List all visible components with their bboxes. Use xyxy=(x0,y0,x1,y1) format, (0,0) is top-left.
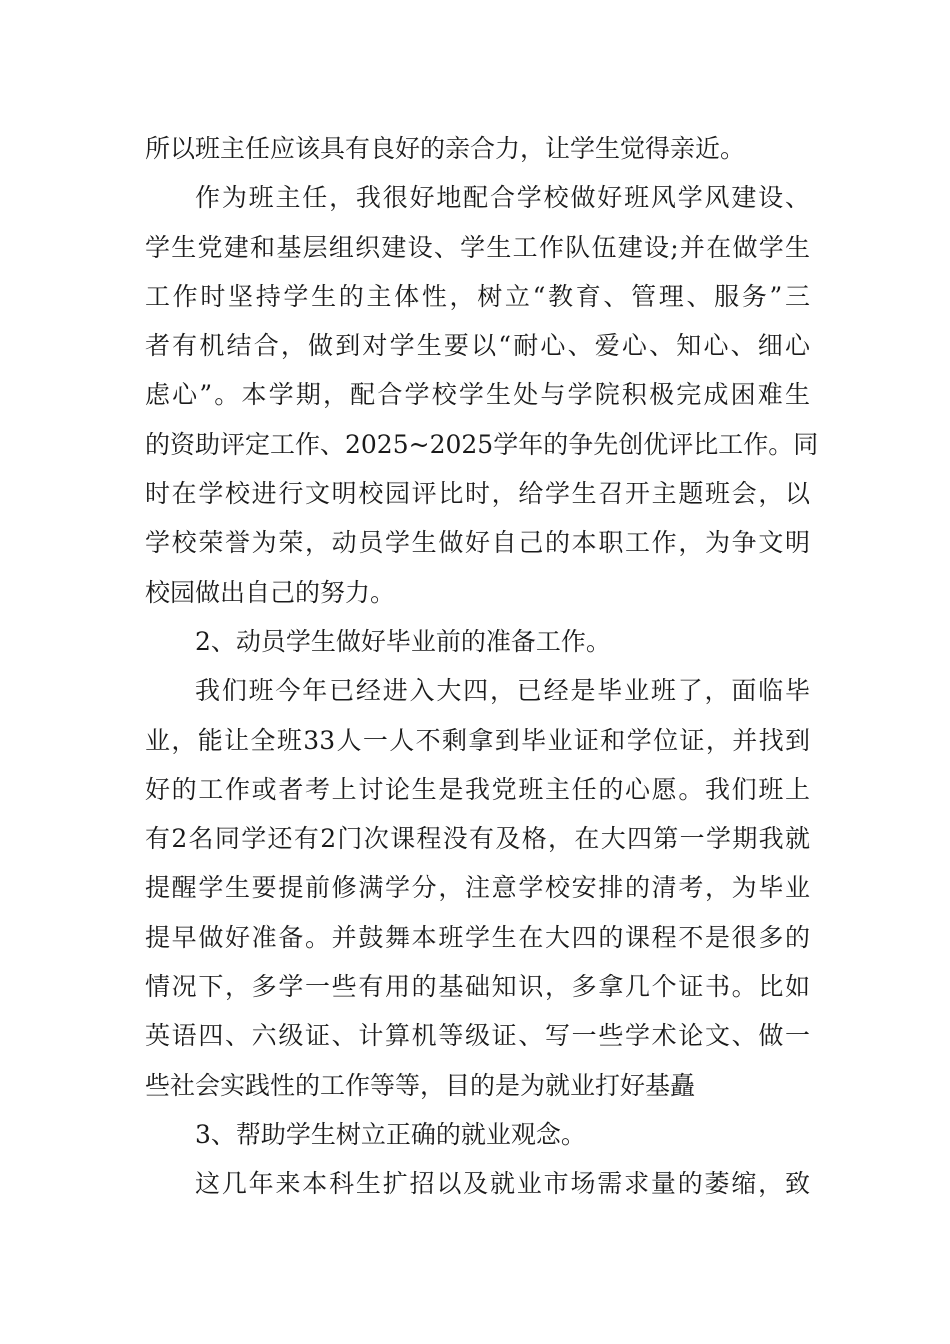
text-line: 有2名同学还有2门次课程没有及格，在大四第一学期我就 xyxy=(145,824,810,854)
text-line: 学生党建和基层组织建设、学生工作队伍建设;并在做学生 xyxy=(145,232,810,262)
section-heading-3: 3、帮助学生树立正确的就业观念。 xyxy=(195,1119,586,1149)
document-body xyxy=(145,124,819,1209)
text-line: 英语四、六级证、计算机等级证、写一些学术论文、做一 xyxy=(145,1021,810,1051)
section-heading-2: 2、动员学生做好毕业前的准备工作。 xyxy=(195,626,611,656)
text-line: 提醒学生要提前修满学分，注意学校安排的清考，为毕业 xyxy=(145,873,810,903)
text-line: 些社会实践性的工作等等，目的是为就业打好基矗 xyxy=(145,1070,696,1100)
text-line: 时在学校进行文明校园评比时，给学生召开主题班会，以 xyxy=(145,479,810,509)
text-line: 校园做出自己的努力。 xyxy=(145,577,396,607)
text-line: 学校荣誉为荣，动员学生做好自己的本职工作，为争文明 xyxy=(145,528,810,558)
paragraph-start-line: 作为班主任，我很好地配合学校做好班风学风建设、 xyxy=(195,183,810,213)
text-line: 工作时坚持学生的主体性，树立“教育、管理、服务”三 xyxy=(145,281,810,311)
text-line: 所以班主任应该具有良好的亲合力，让学生觉得亲近。 xyxy=(145,134,746,163)
paragraph-start-line: 这几年来本科生扩招以及就业市场需求量的萎缩，致 xyxy=(195,1169,810,1199)
text-line: 的资助评定工作、2025~2025学年的争先创优评比工作。同 xyxy=(145,429,819,459)
text-line: 好的工作或者考上讨论生是我党班主任的心愿。我们班上 xyxy=(145,774,810,804)
text-line: 情况下，多学一些有用的基础知识，多拿几个证书。比如 xyxy=(145,972,810,1002)
text-line: 者有机结合，做到对学生要以“耐心、爱心、知心、细心 xyxy=(145,331,810,361)
paragraph-start-line: 我们班今年已经进入大四，已经是毕业班了，面临毕 xyxy=(195,676,810,706)
text-line: 业，能让全班33人一人不剩拿到毕业证和学位证，并找到 xyxy=(145,725,810,755)
text-line: 虑心”。本学期，配合学校学生处与学院积极完成困难生 xyxy=(145,380,810,410)
text-line: 提早做好准备。并鼓舞本班学生在大四的课程不是很多的 xyxy=(145,922,810,952)
